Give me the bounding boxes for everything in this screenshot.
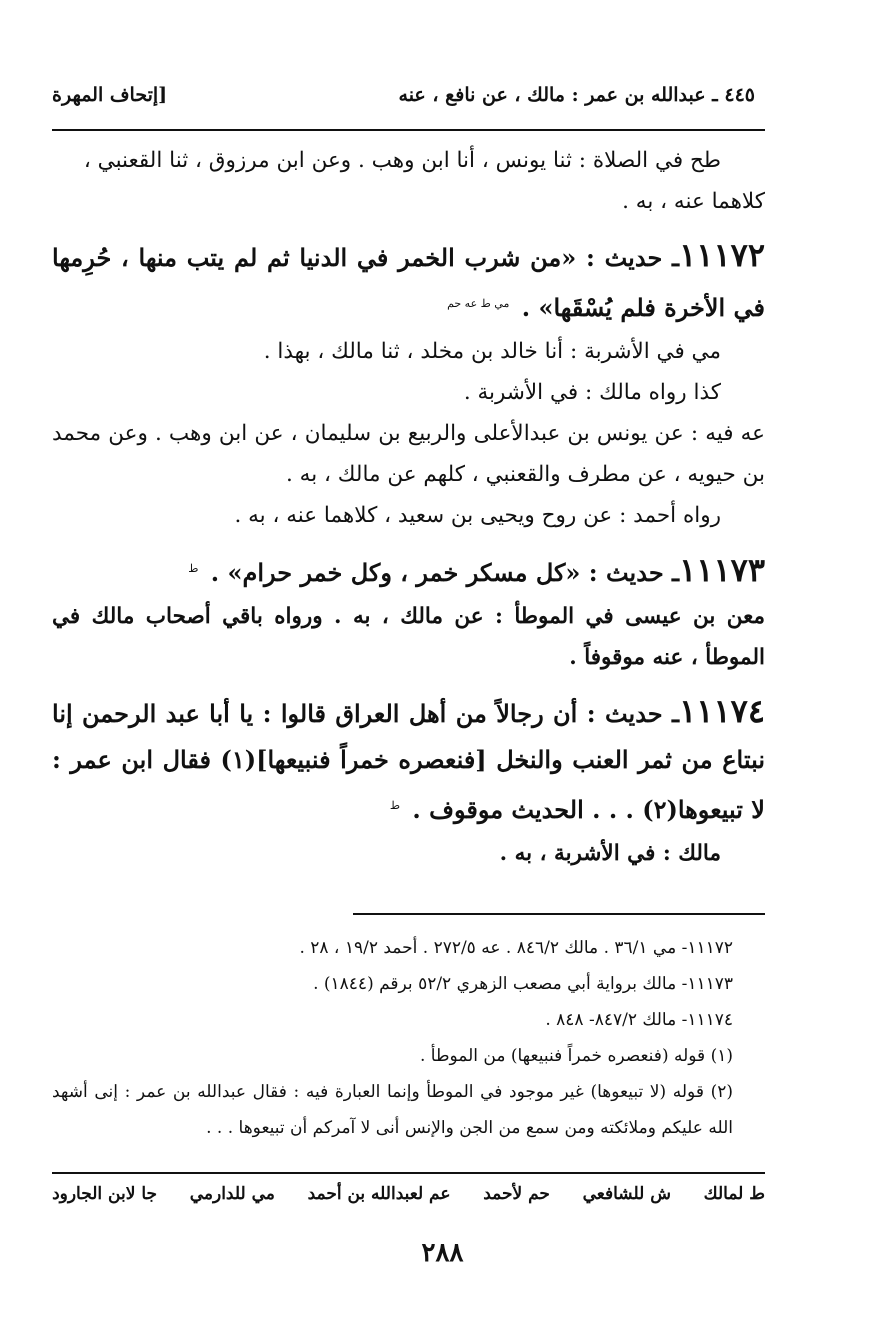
hadith-sigla: ط	[389, 799, 400, 812]
takhrij-line: كذا رواه مالك : في الأشربة .	[463, 380, 721, 405]
hadith-11172	[52, 232, 765, 331]
footnote: ١١١٧٤- مالك ٨٤٧/٢- ٨٤٨ .	[545, 1010, 733, 1030]
intro-line: كلاهما عنه ، به .	[622, 189, 765, 214]
footnote: ١١١٧٣- مالك برواية أبي مصعب الزهري ٥٢/٢ برقم (١٨٤٤) .	[313, 974, 733, 994]
hadith-11173	[52, 546, 765, 596]
main-text	[52, 140, 765, 874]
hadith-number: ١١١٧٢	[679, 236, 765, 274]
takhrij-line: معن بن عيسى في الموطأ : عن مالك ، به . ورواه باقي أصحاب مالك في الموطأ ، عنه موقوفاً .	[52, 604, 765, 670]
hadith-sigla: مي ط عه حم	[447, 297, 510, 310]
abbreviation: ط لمالك	[703, 1184, 765, 1204]
abbreviations-divider	[52, 1172, 765, 1174]
footnote: (٢) قوله (لا تبيعوها) غير موجود في الموطأ وإنما العبارة فيه : فقال عبدالله بن عمر : إنى أشهد الله عليكم وملائكته ومن سمع من الجن والإنس أنى لا آمركم أن تبيعوها . . .	[52, 1082, 733, 1138]
intro-line: طح في الصلاة : ثنا يونس ، أنا ابن وهب . وعن ابن مرزوق ، ثنا القعنبي ،	[83, 148, 721, 173]
hadith-sigla: ط	[188, 562, 199, 575]
footnote-divider	[353, 913, 765, 915]
abbreviation: ش للشافعي	[582, 1184, 671, 1204]
header-divider	[52, 129, 765, 131]
abbreviation: عم لعبدالله بن أحمد	[307, 1184, 451, 1204]
book-title: [إتحاف المهرة	[52, 84, 168, 106]
hadith-number: ١١١٧٤	[679, 692, 765, 730]
page-number: ٢٨٨	[421, 1238, 464, 1268]
takhrij-line: مي في الأشربة : أنا خالد بن مخلد ، ثنا مالك ، بهذا .	[263, 339, 721, 364]
footnotes	[52, 930, 765, 1146]
hadith-text: ـ حديث : «كل مسكر خمر ، وكل خمر حرام» .	[210, 558, 680, 587]
running-title: ٤٤٥ ـ عبدالله بن عمر : مالك ، عن نافع ، عنه	[398, 84, 755, 106]
abbreviation: مي للدارمي	[189, 1184, 275, 1204]
takhrij-line: رواه أحمد : عن روح ويحيى بن سعيد ، كلاهما عنه ، به .	[234, 503, 721, 528]
hadith-number: ١١١٧٣	[679, 551, 765, 589]
abbreviations-key	[52, 1184, 765, 1204]
hadith-11174	[52, 688, 765, 833]
abbreviation: جا لابن الجارود	[52, 1184, 158, 1204]
hadith-text: ـ حديث : «من شرب الخمر في الدنيا ثم لم يتب منها ، حُرِمها في الأخرة فلم يُسْقَها» .	[52, 243, 765, 322]
footnote: ١١١٧٢- مي ٣٦/١ . مالك ٨٤٦/٢ . عه ٢٧٢/٥ . أحمد ١٩/٢ ، ٢٨ .	[299, 938, 733, 958]
footnote: (١) قوله (فنعصره خمراً فنبيعها) من الموطأ .	[419, 1046, 733, 1066]
abbreviation: حم لأحمد	[483, 1184, 550, 1204]
hadith-text: ـ حديث : أن رجالاً من أهل العراق قالوا : يا أبا عبد الرحمن إنا نبتاع من ثمر العنب والنخل [فنعصره خمراً فنبيعها](١) فقال ابن عمر : لا تبيعوها(٢) . . . الحديث موقوف .	[52, 699, 765, 824]
takhrij-line: مالك : في الأشربة ، به .	[499, 841, 721, 866]
takhrij-line: عه فيه : عن يونس بن عبدالأعلى والربيع بن سليمان ، عن ابن وهب . وعن محمد بن حيويه ، عن مطرف والقعنبي ، كلهم عن مالك ، به .	[52, 421, 765, 487]
